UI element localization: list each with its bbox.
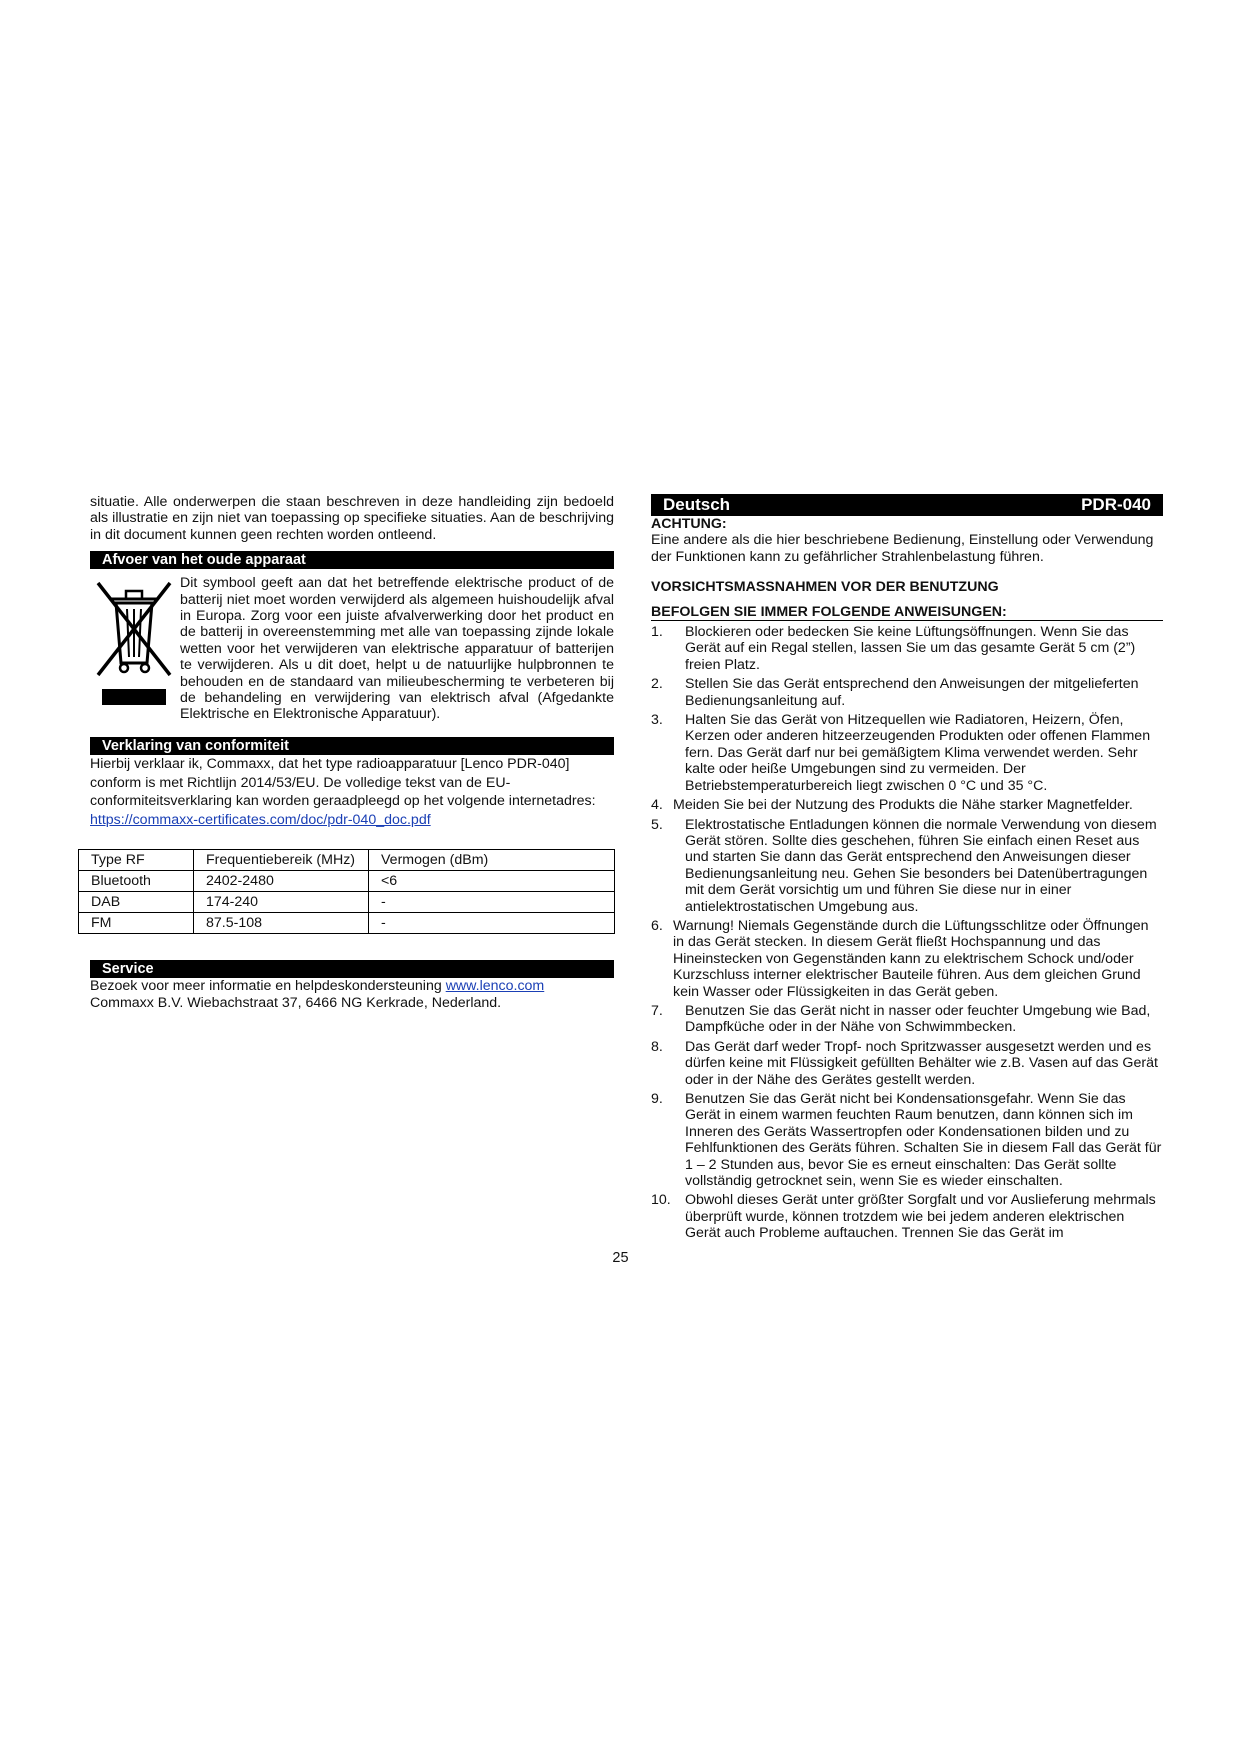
list-item-number: 1. — [651, 624, 663, 641]
table-cell: FM — [79, 913, 194, 934]
list-item — [651, 676, 1163, 709]
service-text-intro: Bezoek voor meer informatie en helpdeskondersteuning — [90, 978, 446, 995]
conformity-text: Hierbij verklaar ik, Commaxx, dat het type radioapparatuur [Lenco PDR-040] conform is met Richtlijn 2014/53/EU. De volledige tekst van de EU-conformiteitsverklaring kan worden geraadpleegd op het volgende internetadres: — [90, 756, 596, 810]
list-item — [651, 1091, 1163, 1189]
list-item — [651, 797, 1163, 813]
list-item — [651, 624, 1163, 673]
service-link[interactable]: www.lenco.com — [445, 978, 545, 995]
list-item — [651, 1003, 1163, 1036]
table-cell: 174-240 — [194, 892, 369, 913]
right-column — [651, 494, 1163, 1242]
list-item-number: 4. — [651, 797, 663, 814]
rf-table — [78, 849, 615, 934]
left-column — [90, 494, 614, 1011]
model-title: PDR-040 — [1081, 495, 1151, 514]
table-row — [79, 892, 615, 913]
list-item-number: 3. — [651, 712, 663, 729]
table-cell: - — [369, 892, 615, 913]
list-item — [651, 918, 1163, 1000]
service-heading: Service — [90, 960, 614, 978]
list-item-number: 9. — [651, 1091, 663, 1107]
service-text — [90, 978, 614, 994]
list-item-text: Blockieren oder bedecken Sie keine Lüftungsöffnungen. Wenn Sie das Gerät auf ein Regal stellen, lassen Sie um das gesamte Gerät 5 cm (2”) freien Platz. — [685, 624, 1136, 673]
disposal-heading: Afvoer van het oude apparaat — [90, 551, 614, 569]
list-item-text: Stellen Sie das Gerät entsprechend den Anweisungen der mitgelieferten Bedienungsanleitung auf. — [685, 676, 1139, 709]
list-item-number: 2. — [651, 676, 663, 693]
instructions-title: BEFOLGEN SIE IMMER FOLGENDE ANWEISUNGEN: — [651, 604, 1163, 621]
table-cell: DAB — [79, 892, 194, 913]
weee-crossed-bin-icon — [90, 575, 180, 735]
table-cell: 2402-2480 — [194, 871, 369, 892]
table-cell: Bluetooth — [79, 871, 194, 892]
list-item — [651, 1192, 1163, 1241]
precautions-title: VORSICHTSMASSNAHMEN VOR DER BENUTZUNG — [651, 579, 999, 596]
list-item-text: Warnung! Niemals Gegenstände durch die Lüftungsschlitze oder Öffnungen in das Gerät stecken. In diesem Gerät fließt Hochspannung und das Hineinstecken von Gegenständen kann zu elektrischem Schock und/oder Kurzschluss interner elektrischer Bauteile führen. Aus dem gleichen Grund kein Wasser oder Flüssigkeiten in das Gerät geben. — [673, 917, 1149, 1000]
table-header-cell: Type RF — [79, 850, 194, 871]
table-cell: <6 — [369, 871, 615, 892]
table-row — [79, 871, 615, 892]
table-row — [79, 913, 615, 934]
intro-paragraph: situatie. Alle onderwerpen die staan beschreven in deze handleiding zijn bedoeld als illustratie en zijn niet van toepassing op specifieke situaties. Aan de beschrijving in dit document kunnen geen rechten worden ontleend. — [90, 494, 614, 543]
table-cell: 87.5-108 — [194, 913, 369, 934]
list-item-text: Elektrostatische Entladungen können die normale Verwendung von diesem Gerät stören. Sollte dies geschehen, führen Sie einfach einen Reset aus und starten Sie dann das Gerät entsprechend den Anweisungen dieser Bedienungsanleitung neu. Gehen Sie besonders bei Datenübertragungen mit dem Gerät vorsichtig um und führen Sie diese nur in einer antielektrostatischen Umgebung aus. — [685, 816, 1157, 915]
list-item-text: Halten Sie das Gerät von Hitzequellen wie Radiatoren, Heizern, Öfen, Kerzen oder anderen hitzeerzeugenden Produkten oder offenen Flammen fern. Das Gerät darf nur bei gemäßigtem Klima verwendet werden. Sehr kalte oder heiße Umgebungen sind zu vermeiden. Der Betriebstemperaturbereich liegt zwischen 0 °C und 35 °C. — [685, 712, 1151, 794]
disposal-text: Dit symbool geeft aan dat het betreffende elektrische product of de batterij niet moet worden verwijderd als algemeen huishoudelijk afval in Europa. Zorg voor een juiste afvalverwerking door het product en de batterij in overeenstemming met alle van toepassing zijnde lokale wetten voor het verwijderen van elektrische apparatuur of batterijen te verwijderen. Als u dit doet, helpt u de natuurlijke hulpbronnen te behouden en de standaard van milieubescherming te verbeteren bij de behandeling en verwijdering van elektrisch afval (Afgedankte Elektrische en Elektronische Apparatuur). — [180, 575, 614, 723]
table-header-cell: Frequentiebereik (MHz) — [194, 850, 369, 871]
language-title: Deutsch — [663, 495, 731, 514]
list-item-number: 10. — [651, 1192, 671, 1209]
conformity-link[interactable]: https://commaxx-certificates.com/doc/pdr-040_doc.pdf — [90, 811, 431, 828]
caution-title: ACHTUNG: — [651, 516, 727, 532]
conformity-heading: Verklaring van conformiteit — [90, 737, 614, 755]
list-item-number: 7. — [651, 1002, 663, 1019]
disposal-section — [90, 575, 614, 735]
list-item — [651, 1039, 1163, 1088]
list-item — [651, 817, 1163, 915]
table-header-cell: Vermogen (dBm) — [369, 850, 615, 871]
list-item — [651, 712, 1163, 794]
instructions-list — [651, 624, 1163, 1242]
language-header — [651, 494, 1163, 516]
table-header-row — [79, 850, 615, 871]
list-item-text: Meiden Sie bei der Nutzung des Produkts die Nähe starker Magnetfelder. — [673, 797, 1133, 814]
list-item-text: Das Gerät darf weder Tropf- noch Spritzwasser ausgesetzt werden und es dürfen keine mit Flüssigkeit gefüllten Behälter wie z.B. Vasen auf das Gerät oder in der Nähe des Gerätes gestellt werden. — [685, 1038, 1158, 1088]
list-item-text: Obwohl dieses Gerät unter größter Sorgfalt und vor Auslieferung mehrmals überprüft wurde, können trotzdem wie bei jedem anderen elektrischen Gerät auch Probleme auftauchen. Trennen Sie das Gerät im — [685, 1192, 1156, 1242]
list-item-number: 5. — [651, 816, 663, 833]
service-address: Commaxx B.V. Wiebachstraat 37, 6466 NG Kerkrade, Nederland. — [90, 994, 502, 1011]
list-item-number: 6. — [651, 917, 663, 934]
caution-text: Eine andere als die hier beschriebene Bedienung, Einstellung oder Verwendung der Funktionen kann zu gefährlicher Strahlenbelastung führen. — [651, 532, 1154, 565]
list-item-text: Benutzen Sie das Gerät nicht in nasser oder feuchter Umgebung wie Bad, Dampfküche oder in der Nähe von Schwimmbecken. — [685, 1002, 1151, 1036]
list-item-text: Benutzen Sie das Gerät nicht bei Kondensationsgefahr. Wenn Sie das Gerät in einem warmen feuchten Raum benutzen, dann können sich im Inneren des Geräts Wassertropfen oder Kondensationen bilden und zu Fehlfunktionen des Geräts führen. Schalten Sie in diesem Fall das Gerät für 1 – 2 Stunden aus, bevor Sie es erneut einschalten: Das Gerät sollte vollständig getrocknet sein, wenn Sie es wieder einschalten. — [685, 1091, 1162, 1190]
page-number: 25 — [612, 1250, 629, 1266]
list-item-number: 8. — [651, 1038, 663, 1055]
table-cell: - — [369, 913, 615, 934]
